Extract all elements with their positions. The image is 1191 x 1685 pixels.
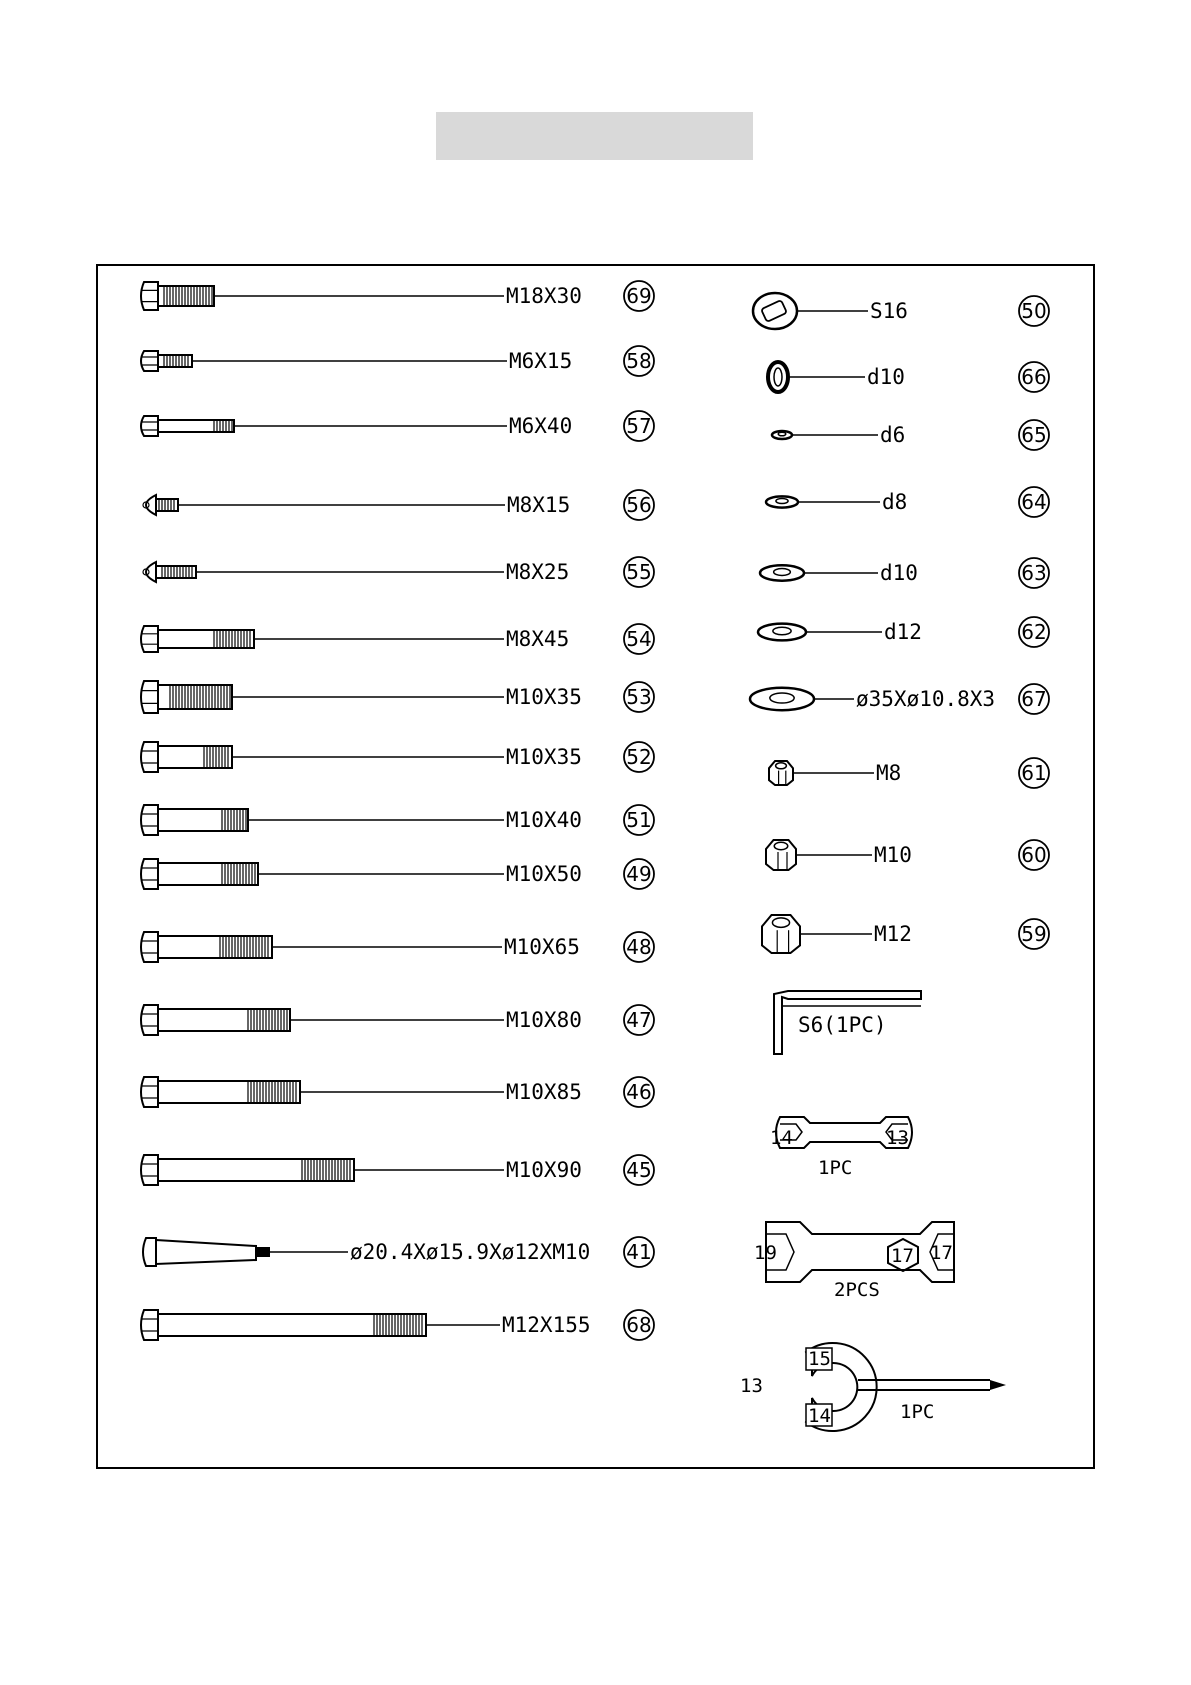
hw-62	[758, 617, 1049, 647]
bolt-head	[141, 416, 158, 436]
hw-60	[766, 840, 1049, 870]
multi-tool-qty: 1PC	[900, 1401, 935, 1423]
svg-text:65: 65	[1021, 423, 1047, 447]
hw-50	[753, 293, 1049, 329]
wrench-large-qty: 2PCS	[834, 1279, 880, 1301]
bolt-shank	[158, 1009, 290, 1031]
hardware-label: d10	[880, 561, 918, 585]
hardware-label: d8	[882, 490, 908, 514]
wrench-small-qty: 1PC	[818, 1157, 853, 1179]
svg-text:46: 46	[626, 1080, 652, 1104]
allen-key-label: S6(1PC)	[798, 1013, 887, 1037]
svg-text:45: 45	[626, 1158, 652, 1182]
bolt-number	[624, 1155, 654, 1185]
svg-text:62: 62	[1021, 620, 1047, 644]
hw-67	[750, 684, 1049, 714]
bolt-54	[141, 624, 654, 654]
svg-text:58: 58	[626, 349, 652, 373]
hw-59	[762, 915, 1049, 953]
svg-text:61: 61	[1021, 761, 1047, 785]
bolt-label: M10X80	[506, 1008, 582, 1032]
hw-66	[768, 362, 1049, 392]
bolt-number	[624, 411, 654, 441]
hardware-label: M10	[874, 843, 912, 867]
hardware-label: d12	[884, 620, 922, 644]
bolt-head	[141, 859, 158, 889]
hardware-label: M8	[876, 761, 902, 785]
svg-text:64: 64	[1021, 490, 1047, 514]
wrench-large-left: 19	[754, 1242, 777, 1264]
hardware-number	[1019, 684, 1049, 714]
bolt-label: M8X25	[506, 560, 570, 584]
bolt-49	[141, 859, 654, 889]
bolt-shank	[158, 1159, 354, 1181]
multi-tool	[740, 1343, 1006, 1431]
bolt-label: M10X90	[506, 1158, 582, 1182]
bolt-label: M8X15	[507, 493, 571, 517]
hw-61	[769, 758, 1049, 788]
bolt-label: M18X30	[506, 284, 582, 308]
hardware-number	[1019, 919, 1049, 949]
svg-text:50: 50	[1021, 299, 1047, 323]
bolt-head	[146, 562, 156, 582]
bolt-number	[624, 1310, 654, 1340]
bolt-head	[141, 742, 158, 772]
bolt-number	[624, 805, 654, 835]
multi-tool-top: 15	[808, 1348, 831, 1370]
bolt-57	[141, 411, 654, 441]
svg-text:41: 41	[626, 1240, 652, 1264]
hardware-label: d6	[880, 423, 906, 447]
hardware-number	[1019, 558, 1049, 588]
hardware-column	[750, 293, 1049, 953]
bolt-head	[141, 1005, 158, 1035]
svg-text:59: 59	[1021, 922, 1047, 946]
bolt-head	[141, 351, 158, 371]
bolt-shank	[156, 1240, 256, 1264]
wrench-large	[754, 1222, 954, 1301]
bolt-label: M6X40	[509, 414, 573, 438]
bolt-label: M6X15	[509, 349, 573, 373]
hardware-number	[1019, 840, 1049, 870]
svg-text:67: 67	[1021, 687, 1047, 711]
svg-text:47: 47	[626, 1008, 652, 1032]
svg-text:55: 55	[626, 560, 652, 584]
bolt-label: M10X85	[506, 1080, 582, 1104]
bolt-head	[141, 805, 158, 835]
bolt-68	[141, 1310, 654, 1340]
svg-text:60: 60	[1021, 843, 1047, 867]
bolt-52	[141, 742, 654, 772]
bolt-number	[624, 490, 654, 520]
nut-body	[766, 840, 796, 870]
bolt-head	[141, 626, 158, 652]
bolt-46	[141, 1077, 654, 1107]
bolt-thread	[256, 1247, 270, 1257]
multi-tool-left: 13	[740, 1375, 763, 1397]
wrench-large-middle: 17	[891, 1245, 914, 1267]
bolt-58	[141, 346, 654, 376]
bolt-number	[624, 1005, 654, 1035]
bolt-41	[143, 1237, 654, 1267]
hardware-number	[1019, 362, 1049, 392]
hardware-number	[1019, 487, 1049, 517]
wrench-large-right: 17	[930, 1242, 953, 1264]
svg-text:48: 48	[626, 935, 652, 959]
bolt-label: M10X65	[504, 935, 580, 959]
bolt-head	[141, 932, 158, 962]
hardware-number	[1019, 758, 1049, 788]
svg-text:54: 54	[626, 627, 652, 651]
allen-key	[774, 991, 921, 1054]
bolt-head	[141, 1077, 158, 1107]
bolt-47	[141, 1005, 654, 1035]
bolt-53	[141, 681, 654, 713]
bolts-column	[141, 281, 654, 1340]
svg-text:51: 51	[626, 808, 652, 832]
hardware-label: ø35Xø10.8X3	[856, 687, 996, 711]
bolt-number	[624, 1077, 654, 1107]
bolt-label: M8X45	[506, 627, 570, 651]
nut-body	[762, 915, 800, 953]
spring-washer-body	[768, 362, 788, 392]
svg-text:56: 56	[626, 493, 652, 517]
wrench-small	[770, 1117, 912, 1179]
bolt-label: ø20.4Xø15.9Xø12XM10	[350, 1240, 591, 1264]
bolt-number	[624, 742, 654, 772]
bolt-label: M10X35	[506, 685, 582, 709]
svg-text:69: 69	[626, 284, 652, 308]
hw-64	[766, 487, 1049, 517]
bolt-51	[141, 805, 654, 835]
svg-text:49: 49	[626, 862, 652, 886]
bolt-number	[624, 682, 654, 712]
bolt-head	[141, 282, 158, 310]
bolt-48	[141, 932, 654, 962]
hardware-number	[1019, 420, 1049, 450]
bolt-number	[624, 281, 654, 311]
bolt-69	[141, 281, 654, 311]
hw-65	[772, 420, 1049, 450]
bolt-shank	[158, 746, 232, 768]
bolt-head	[141, 681, 158, 713]
svg-text:52: 52	[626, 745, 652, 769]
hw-63	[760, 558, 1049, 588]
hardware-label: S16	[870, 299, 908, 323]
svg-text:68: 68	[626, 1313, 652, 1337]
bolt-number	[624, 624, 654, 654]
bolt-head	[141, 1310, 158, 1340]
bolt-number	[624, 1237, 654, 1267]
bolt-label: M12X155	[502, 1313, 591, 1337]
hardware-label: M12	[874, 922, 912, 946]
svg-text:63: 63	[1021, 561, 1047, 585]
bolt-number	[624, 859, 654, 889]
bolt-shank	[158, 936, 272, 958]
multi-tool-bottom: 14	[808, 1405, 831, 1427]
bolt-label: M10X35	[506, 745, 582, 769]
bolt-label: M10X40	[506, 808, 582, 832]
bolt-number	[624, 557, 654, 587]
hardware-label: d10	[867, 365, 905, 389]
svg-text:66: 66	[1021, 365, 1047, 389]
bolt-head	[141, 1155, 158, 1185]
bolt-shank	[158, 630, 254, 648]
bolt-number	[624, 346, 654, 376]
bolt-head	[146, 495, 156, 515]
wrench-small-left: 14	[770, 1127, 793, 1149]
hardware-number	[1019, 617, 1049, 647]
svg-text:57: 57	[626, 414, 652, 438]
bolt-56	[143, 490, 654, 520]
bolt-shank	[158, 1081, 300, 1103]
bolt-label: M10X50	[506, 862, 582, 886]
svg-text:53: 53	[626, 685, 652, 709]
bolt-number	[624, 932, 654, 962]
bolt-45	[141, 1155, 654, 1185]
bolt-shank	[158, 355, 192, 367]
bolt-head	[143, 1238, 156, 1266]
wrench-small-right: 13	[886, 1127, 909, 1149]
nut-body	[769, 761, 793, 785]
bolt-55	[143, 557, 654, 587]
hardware-number	[1019, 296, 1049, 326]
